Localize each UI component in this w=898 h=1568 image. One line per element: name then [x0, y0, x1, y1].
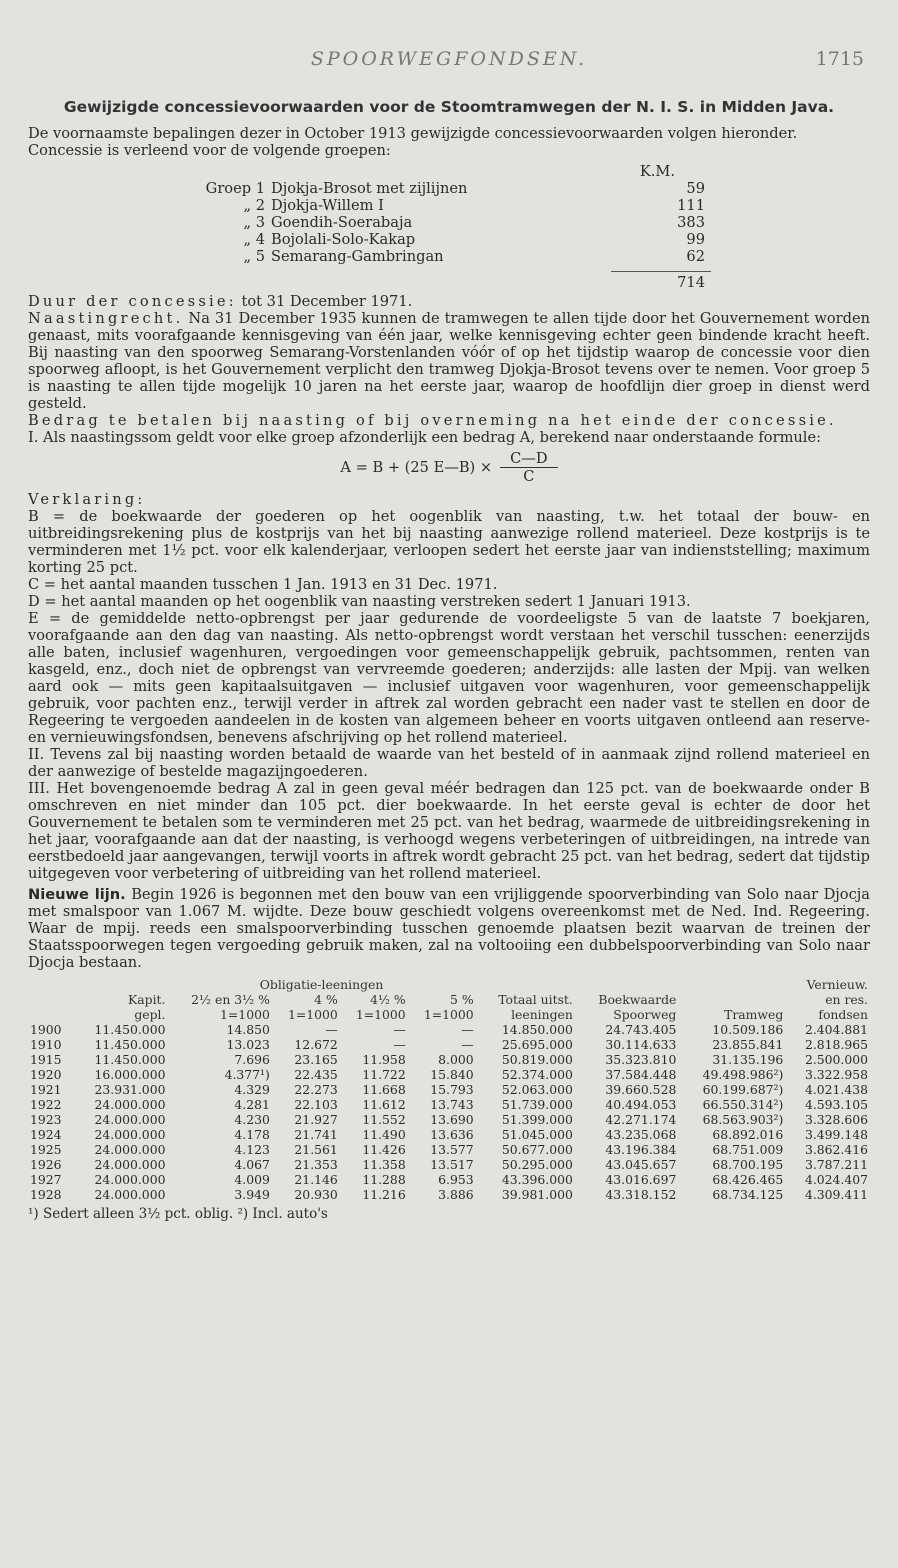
group-km: 111: [677, 197, 705, 214]
table-cell: 23.931.000: [94, 1082, 166, 1097]
table-cell: 11.288: [362, 1172, 406, 1187]
table-cell: 2.404.881: [804, 1022, 868, 1037]
table-cell: 21.353: [294, 1157, 338, 1172]
column-header: leeningen: [511, 1007, 573, 1022]
group-row: [28, 197, 870, 214]
table-cell: 13.517: [430, 1157, 474, 1172]
financial-table: [28, 977, 870, 1202]
column-header: [28, 992, 73, 1007]
table-cell: 4.067: [234, 1157, 270, 1172]
group-prefix: „ 5: [243, 248, 265, 265]
verklaring-label: Verklaring:: [28, 491, 146, 508]
table-row: [28, 1022, 870, 1037]
table-cell: 21.561: [294, 1142, 338, 1157]
table-cell: 39.660.528: [605, 1082, 677, 1097]
table-cell: 11.552: [362, 1112, 406, 1127]
table-cell: 15.793: [430, 1082, 474, 1097]
column-header: 1=1000: [287, 1007, 338, 1022]
definition-d: D = het aantal maanden op het oogenblik van naasting verstreken sedert 1 Januari 1913.: [28, 593, 691, 610]
column-header: 2½ en 3½ %: [191, 992, 270, 1007]
table-cell: 3.949: [234, 1187, 270, 1202]
table-cell: 51.399.000: [501, 1112, 573, 1127]
column-header: Boekwaarde: [598, 992, 677, 1007]
column-header: Spoorweg: [613, 1007, 677, 1022]
table-cell: 43.016.697: [605, 1172, 677, 1187]
group-prefix: „ 3: [243, 214, 265, 231]
year-cell: 1922: [30, 1097, 62, 1112]
table-cell: 4.281: [234, 1097, 270, 1112]
groups-total-row: [28, 271, 870, 293]
table-header-row-2: [28, 1007, 870, 1022]
table-cell: —: [461, 1022, 474, 1037]
column-header: [678, 992, 785, 1007]
table-cell: 11.450.000: [94, 1037, 166, 1052]
group-row: [28, 231, 870, 248]
table-row: [28, 1142, 870, 1157]
formula-lhs: A = B + (25 E—B) ×: [340, 459, 493, 476]
definition-b: B = de boekwaarde der goederen op het oogenblik van naasting, t.w. het totaal der bouw- en uitbreidingsrekening plus de kostprijs van het bij naasting aanwezige rollend materieel. Deze kostprijs is te verminderen met 1½ pct. voor elk kalenderjaar, verloopen sedert het eerste jaar van indienststelling; maximum korting 25 pct.: [28, 508, 870, 576]
table-cell: 21.741: [294, 1127, 338, 1142]
footnote: ¹) Sedert alleen 3½ pct. oblig. ²) Incl. auto's: [28, 1206, 328, 1222]
table-cell: 4.309.411: [804, 1187, 868, 1202]
table-cell: 4.230: [234, 1112, 270, 1127]
year-cell: 1928: [30, 1187, 62, 1202]
table-cell: 49.498.986²): [702, 1067, 784, 1082]
table-cell: 50.819.000: [501, 1052, 573, 1067]
column-header: en res.: [825, 992, 868, 1007]
year-cell: 1926: [30, 1157, 62, 1172]
table-cell: 6.953: [438, 1172, 474, 1187]
column-header: 1=1000: [220, 1007, 270, 1022]
table-row: [28, 1187, 870, 1202]
table-cell: 16.000.000: [94, 1067, 166, 1082]
table-cell: 25.695.000: [501, 1037, 573, 1052]
km-header: K.M.: [639, 163, 675, 180]
table-cell: 4.021.438: [804, 1082, 868, 1097]
group-km: 62: [686, 248, 705, 265]
year-cell: 1925: [30, 1142, 62, 1157]
naastingssom-formula: [28, 450, 870, 485]
table-cell: 4.329: [234, 1082, 270, 1097]
table-cell: 24.743.405: [605, 1022, 677, 1037]
table-cell: 24.000.000: [94, 1157, 166, 1172]
year-cell: 1920: [30, 1067, 62, 1082]
group-km: 99: [686, 231, 705, 248]
column-header: Tramweg: [724, 1007, 784, 1022]
table-cell: 4.123: [234, 1142, 270, 1157]
table-cell: 24.000.000: [94, 1172, 166, 1187]
formula-denominator: C: [523, 468, 535, 485]
bedrag-heading: Bedrag te betalen bij naasting of bij overneming na het einde der concessie.: [28, 412, 837, 429]
table-cell: 22.273: [294, 1082, 338, 1097]
naastingrecht-paragraph: [28, 310, 870, 412]
group-name: Bojolali-Solo-Kakap: [271, 231, 416, 248]
table-cell: 11.958: [362, 1052, 406, 1067]
group-name: Djokja-Brosot met zijlijnen: [271, 180, 468, 197]
clause-ii: II. Tevens zal bij naasting worden betaald de waarde van het besteld of in aanmaak zijnd rollend materieel en der aanwezige of bestelde magazijngoederen.: [28, 746, 870, 780]
table-cell: 51.045.000: [501, 1127, 573, 1142]
table-cell: 68.426.465: [712, 1172, 784, 1187]
table-row: [28, 1097, 870, 1112]
table-cell: 2.818.965: [804, 1037, 868, 1052]
column-header: fondsen: [818, 1007, 868, 1022]
table-cell: 24.000.000: [94, 1127, 166, 1142]
running-header: [28, 48, 870, 78]
table-cell: 11.490: [362, 1127, 406, 1142]
table-cell: 14.850.000: [501, 1022, 573, 1037]
table-cell: 13.577: [430, 1142, 474, 1157]
nieuwe-lijn-text: Begin 1926 is begonnen met den bouw van een vrijliggende spoorverbinding van Solo naar Djocja met smalspoor van 1.067 M. wijdte. Deze bouw geschiedt volgens overeenkomst met de Ned. Ind. Regeering. Waar de mpij. reeds een smalspoorverbinding tusschen genoemde plaatsen bezit waarvan de treinen der Staatsspoorwegen tegen vergoeding gebruik maken, zal na voltooiing een dubbelspoorverbinding van Solo naar Djocja bestaan.: [28, 886, 870, 971]
table-cell: 7.696: [234, 1052, 270, 1067]
table-cell: 43.396.000: [501, 1172, 573, 1187]
table-cell: 68.563.903²): [702, 1112, 784, 1127]
section-title: Gewijzigde concessievoorwaarden voor de Stoomtramwegen der N. I. S. in Midden Java.: [63, 98, 835, 116]
table-cell: 4.593.105: [804, 1097, 868, 1112]
table-cell: —: [325, 1022, 338, 1037]
duur-text: tot 31 December 1971.: [236, 293, 413, 310]
group-row: [28, 214, 870, 231]
table-row: [28, 1067, 870, 1082]
group-km: 383: [677, 214, 705, 231]
table-cell: 4.024.407: [804, 1172, 868, 1187]
table-cell: 3.886: [438, 1187, 474, 1202]
table-cell: 42.271.174: [605, 1112, 677, 1127]
table-cell: 22.103: [294, 1097, 338, 1112]
table-cell: 21.927: [294, 1112, 338, 1127]
table-cell: 11.722: [362, 1067, 406, 1082]
table-cell: 23.165: [294, 1052, 338, 1067]
table-row: [28, 1112, 870, 1127]
year-cell: 1910: [30, 1037, 62, 1052]
table-cell: 40.494.053: [605, 1097, 677, 1112]
table-cell: 66.550.314²): [702, 1097, 784, 1112]
table-cell: 11.358: [362, 1157, 406, 1172]
group-prefix: „ 2: [243, 197, 265, 214]
table-cell: 11.216: [362, 1187, 406, 1202]
table-cell: 13.636: [430, 1127, 474, 1142]
table-cell: 21.146: [294, 1172, 338, 1187]
table-cell: —: [461, 1037, 474, 1052]
table-cell: 52.374.000: [501, 1067, 573, 1082]
table-cell: 3.862.416: [804, 1142, 868, 1157]
column-header: Totaal uitst.: [498, 992, 573, 1007]
table-row: [28, 1127, 870, 1142]
table-cell: 31.135.196: [712, 1052, 784, 1067]
year-cell: 1900: [30, 1022, 62, 1037]
definition-c: C = het aantal maanden tusschen 1 Jan. 1913 en 31 Dec. 1971.: [28, 576, 498, 593]
column-header: 4 %: [314, 992, 338, 1007]
table-cell: 22.435: [294, 1067, 338, 1082]
table-cell: 68.734.125: [712, 1187, 784, 1202]
table-cell: 43.196.384: [605, 1142, 677, 1157]
table-cell: 52.063.000: [501, 1082, 573, 1097]
table-cell: 15.840: [430, 1067, 474, 1082]
table-cell: 35.323.810: [605, 1052, 677, 1067]
table-cell: 43.318.152: [605, 1187, 677, 1202]
groups-total: 714: [611, 271, 711, 293]
column-header: 1=1000: [423, 1007, 474, 1022]
table-row: [28, 1037, 870, 1052]
year-cell: 1927: [30, 1172, 62, 1187]
table-cell: 4.178: [234, 1127, 270, 1142]
table-cell: 13.743: [430, 1097, 474, 1112]
vernieuw-group-header: Vernieuw.: [806, 977, 868, 992]
table-cell: 24.000.000: [94, 1097, 166, 1112]
table-cell: 11.612: [362, 1097, 406, 1112]
table-cell: —: [393, 1037, 406, 1052]
formula-numerator: C—D: [500, 450, 557, 468]
table-cell: 39.981.000: [501, 1187, 573, 1202]
table-cell: 43.045.657: [605, 1157, 677, 1172]
naastingrecht-text: Na 31 December 1935 kunnen de tramwegen te allen tijde door het Gouvernement worden genaast, mits voorafgaande kennisgeving van één jaar, welke kennisgeving echter geen bindende kracht heeft. Bij naasting van den spoorweg Semarang-Vorstenlanden vóór of op het tijdstip waarop de concessie voor dien spoorweg afloopt, is het Gouvernement verplicht den tramweg Djokja-Brosot tevens over te nemen. Voor groep 5 is naasting te allen tijde mogelijk 10 jaren na het eerste jaar, waarop de hoofdlijn dier groep in dienst werd gesteld.: [28, 310, 870, 412]
year-cell: 1921: [30, 1082, 62, 1097]
column-header: 5 %: [450, 992, 474, 1007]
group-prefix: Groep 1: [205, 180, 265, 197]
table-cell: 68.751.009: [712, 1142, 784, 1157]
table-cell: 2.500.000: [804, 1052, 868, 1067]
table-cell: 3.499.148: [804, 1127, 868, 1142]
table-cell: 30.114.633: [605, 1037, 677, 1052]
table-cell: 11.426: [362, 1142, 406, 1157]
table-cell: 24.000.000: [94, 1187, 166, 1202]
group-name: Djokja-Willem I: [271, 197, 384, 214]
column-header: Kapit.: [128, 992, 166, 1007]
table-header-row-1: [28, 992, 870, 1007]
table-cell: 23.855.841: [712, 1037, 784, 1052]
page-number: 1715: [815, 48, 864, 70]
formula-fraction: [500, 450, 557, 485]
table-body: [28, 1022, 870, 1202]
column-header: 1=1000: [355, 1007, 406, 1022]
group-km: 59: [686, 180, 705, 197]
table-cell: —: [393, 1022, 406, 1037]
group-name: Semarang-Gambringan: [271, 248, 444, 265]
column-header: 4½ %: [370, 992, 406, 1007]
table-cell: 14.850: [226, 1022, 270, 1037]
naastingrecht-label: Naastingrecht.: [28, 310, 184, 327]
table-cell: 60.199.687²): [702, 1082, 784, 1097]
obligatie-group-header: Obligatie-leeningen: [259, 977, 384, 992]
table-cell: 50.295.000: [501, 1157, 573, 1172]
year-cell: 1924: [30, 1127, 62, 1142]
table-row: [28, 1157, 870, 1172]
intro-paragraph-1: De voornaamste bepalingen dezer in October 1913 gewijzigde concessievoorwaarden volgen hieronder.: [28, 125, 798, 142]
group-row: [28, 180, 870, 197]
table-cell: 50.677.000: [501, 1142, 573, 1157]
table-cell: 20.930: [294, 1187, 338, 1202]
table-cell: 13.023: [226, 1037, 270, 1052]
table-cell: 11.668: [362, 1082, 406, 1097]
groups-list: [28, 163, 870, 293]
table-cell: 10.509.186: [712, 1022, 784, 1037]
nieuwe-lijn-label: Nieuwe lijn.: [28, 886, 126, 903]
table-cell: 68.700.195: [712, 1157, 784, 1172]
table-cell: 13.690: [430, 1112, 474, 1127]
table-cell: 24.000.000: [94, 1142, 166, 1157]
intro-paragraph-2: Concessie is verleend voor de volgende groepen:: [28, 142, 391, 159]
table-group-header: [28, 977, 870, 992]
table-cell: 8.000: [438, 1052, 474, 1067]
table-cell: 3.328.606: [804, 1112, 868, 1127]
table-cell: 4.377¹): [224, 1067, 270, 1082]
table-cell: 43.235.068: [605, 1127, 677, 1142]
table-cell: 37.584.448: [605, 1067, 677, 1082]
table-cell: 11.450.000: [94, 1022, 166, 1037]
table-cell: 3.787.211: [804, 1157, 868, 1172]
group-row: [28, 248, 870, 265]
column-header: gepl.: [134, 1007, 166, 1022]
definition-e: E = de gemiddelde netto-opbrengst per jaar gedurende de voordeeligste 5 van de laatste 7 boekjaren, voorafgaande aan den dag van naasting. Als netto-opbrengst wordt verstaan het verschil tusschen: eenerzijds alle baten, inclusief wagenhuren, vergoedingen voor gemeenschappelijk gebruik, pachtsommen, renten van kasgeld, enz., doch niet de opbrengst van vervreemde goederen; anderzijds: alle lasten der Mpij. van welken aard ook — mits geen kapitaalsuitgaven — inclusief uitgaven voor wagenhuren, voor gemeenschappelijk gebruik, voor pachten enz., terwijl verder in aftrek zal worden gebracht een nader vast te stellen en door de Regeering te vergoeden aandeelen in de kosten van algemeen beheer en voorts uitgaven ontleend aan reserve- en vernieuwingsfondsen, benevens afschrijving op het rollend materieel.: [28, 610, 870, 746]
clause-iii: III. Het bovengenoemde bedrag A zal in geen geval méér bedragen dan 125 pct. van de boekwaarde onder B omschreven en niet minder dan 105 pct. dier boekwaarde. In het eerste geval is echter de door het Gouvernement te betalen som te verminderen met 25 pct. van het bedrag, waarmede de uitbreidingsrekening in het jaar, voorafgaande aan dat der naasting, is verhoogd wegens verbeteringen of uitbreidingen, na intrede van eerstbedoeld jaar aangevangen, terwijl voorts in aftrek wordt gebracht 25 pct. van het bedrag, sedert dat tijdstip uitgegeven voor verbetering of uitbreiding van het rollend materieel.: [28, 780, 870, 882]
table-cell: 68.892.016: [712, 1127, 784, 1142]
table-cell: 4.009: [234, 1172, 270, 1187]
table-row: [28, 1172, 870, 1187]
year-cell: 1923: [30, 1112, 62, 1127]
column-header: [28, 1007, 73, 1022]
duur-label: Duur der concessie:: [28, 293, 237, 310]
table-cell: 11.450.000: [94, 1052, 166, 1067]
clause-i: I. Als naastingssom geldt voor elke groep afzonderlijk een bedrag A, berekend naar onderstaande formule:: [28, 429, 822, 446]
year-cell: 1915: [30, 1052, 62, 1067]
group-name: Goendih-Soerabaja: [271, 214, 413, 231]
duur-paragraph: [28, 293, 870, 310]
table-cell: 3.322.958: [804, 1067, 868, 1082]
table-row: [28, 1052, 870, 1067]
table-row: [28, 1082, 870, 1097]
table-cell: 51.739.000: [501, 1097, 573, 1112]
table-cell: 24.000.000: [94, 1112, 166, 1127]
table-cell: 12.672: [294, 1037, 338, 1052]
group-prefix: „ 4: [243, 231, 265, 248]
running-title: SPOORWEGFONDSEN.: [310, 48, 588, 70]
nieuwe-lijn-paragraph: [28, 886, 870, 971]
